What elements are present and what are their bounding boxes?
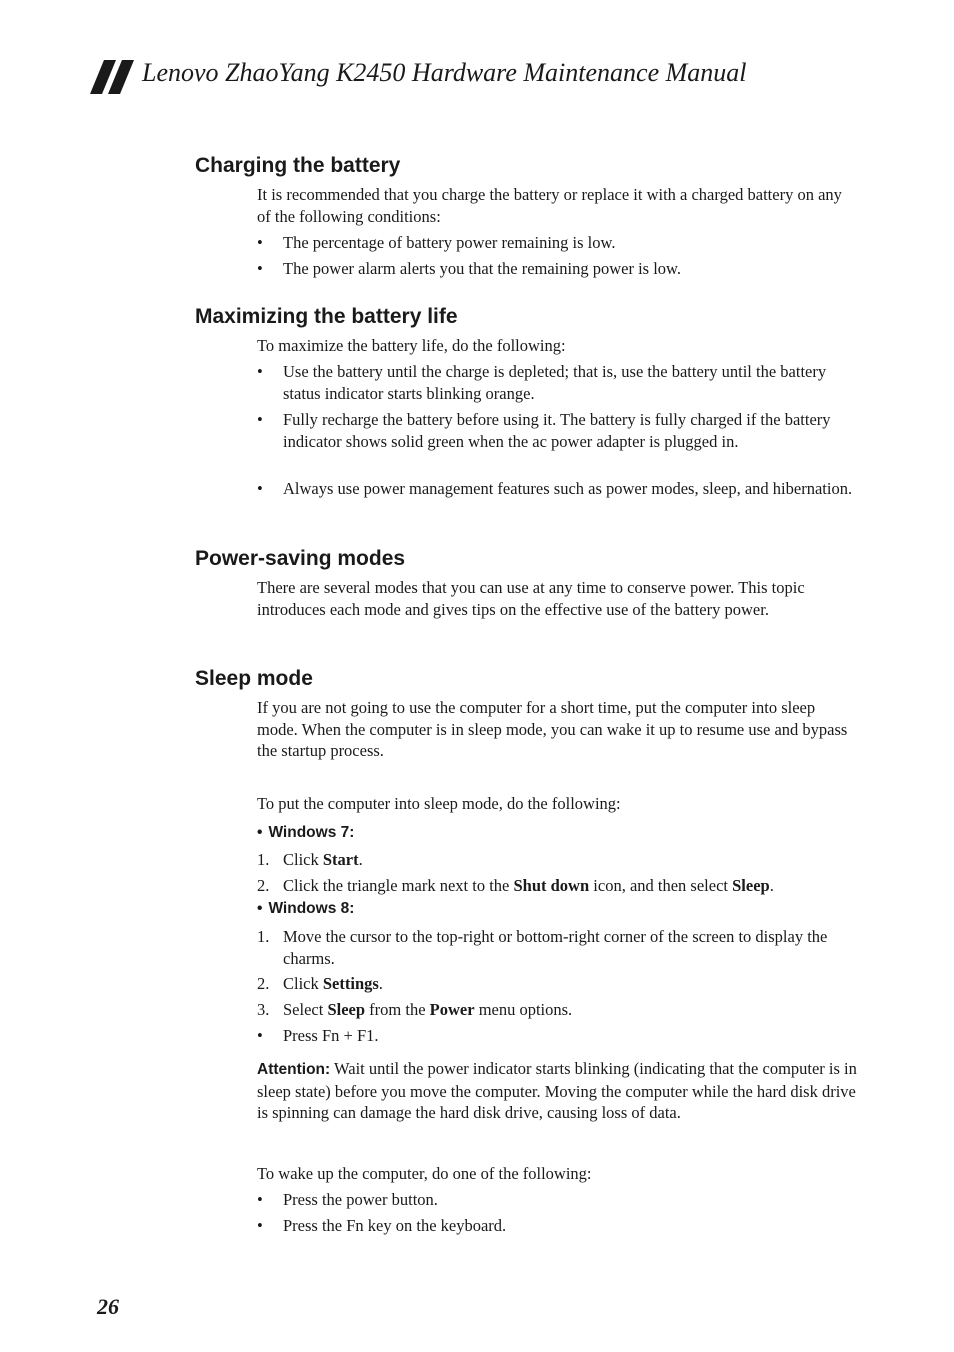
wake-intro: To wake up the computer, do one of the following:	[257, 1164, 592, 1183]
bullet-icon: •	[257, 1190, 263, 1209]
step-number: 2.	[257, 974, 270, 993]
list-item-text: Press the power button.	[283, 1190, 438, 1209]
step-item	[257, 849, 857, 871]
step-number: 1.	[257, 850, 270, 869]
page-number: 26	[97, 1294, 119, 1319]
step-number: 1.	[257, 927, 270, 946]
bullet-icon: •	[257, 824, 263, 841]
step-item	[257, 999, 857, 1021]
ui-term: Shut down	[513, 876, 590, 895]
step-text: Click the triangle mark next to the Shut down icon, and then select Sleep.	[283, 876, 774, 895]
charging-intro: It is recommended that you charge the battery or replace it with a charged battery on any of the following conditions:	[257, 185, 842, 226]
ui-term: Power	[429, 1000, 475, 1019]
section-heading-charging: Charging the battery	[195, 154, 401, 177]
bullet-icon: •	[257, 1216, 263, 1235]
step-text: Click Settings.	[283, 974, 383, 993]
list-item-text: Fully recharge the battery before using it. The battery is fully charged if the battery indicator shows solid green when the ac power adapter is plugged in.	[283, 410, 831, 451]
list-item	[257, 478, 857, 500]
step-text: Select Sleep from the Power menu options.	[283, 1000, 573, 1019]
header-slash-mark	[90, 60, 136, 94]
bullet-icon: •	[257, 259, 263, 278]
sleep-intro: If you are not going to use the computer for a short time, put the computer into sleep mode. When the computer is in sleep mode, you can wake it up to resume use and bypass the startup process.	[257, 698, 848, 761]
section-heading-maximizing: Maximizing the battery life	[195, 305, 458, 328]
bullet-icon: •	[257, 479, 263, 498]
list-item-text: Use the battery until the charge is depleted; that is, use the battery until the battery status indicator starts blinking orange.	[283, 362, 827, 403]
ui-term: Settings	[322, 974, 379, 993]
windows7-subheading	[257, 824, 354, 842]
ui-term: Sleep	[327, 1000, 366, 1019]
section-heading-sleep: Sleep mode	[195, 667, 313, 690]
list-item-text: Always use power management features such as power modes, sleep, and hibernation.	[283, 479, 853, 498]
bullet-icon: •	[257, 362, 263, 381]
bullet-icon: •	[257, 410, 263, 429]
list-item	[257, 232, 857, 254]
list-item-text: The percentage of battery power remaining is low.	[283, 233, 616, 252]
ui-term: Start	[322, 850, 359, 869]
attention-note	[257, 1058, 857, 1124]
step-number: 2.	[257, 876, 270, 895]
step-item	[257, 926, 857, 969]
section-heading-power-saving: Power-saving modes	[195, 547, 406, 570]
step-number: 3.	[257, 1000, 270, 1019]
bullet-icon: •	[257, 1026, 263, 1045]
power-saving-intro: There are several modes that you can use at any time to conserve power. This topic introduces each mode and gives tips on the effective use of the battery power.	[257, 578, 805, 619]
ui-term: Sleep	[732, 876, 770, 895]
header-title: Lenovo ZhaoYang K2450 Hardware Maintenance Manual	[142, 58, 747, 87]
list-item	[257, 1025, 857, 1047]
step-item	[257, 973, 857, 995]
sleep-instructions-intro: To put the computer into sleep mode, do the following:	[257, 794, 621, 813]
attention-label: Attention:	[257, 1061, 331, 1078]
list-item	[257, 409, 857, 452]
list-item	[257, 258, 857, 280]
step-text: Click Start.	[283, 850, 363, 869]
list-item-text: The power alarm alerts you that the remaining power is low.	[283, 259, 682, 278]
list-item-text: Press Fn + F1.	[283, 1026, 379, 1045]
list-item	[257, 1215, 857, 1237]
attention-text: Wait until the power indicator starts blinking (indicating that the computer is in sleep state) before you move the computer. Moving the computer while the hard disk drive is spinning can damage the hard disk drive, causing loss of data.	[257, 1059, 857, 1123]
windows7-label: Windows 7:	[268, 824, 355, 841]
step-text: Move the cursor to the top-right or bottom-right corner of the screen to display the charms.	[283, 927, 828, 968]
bullet-icon: •	[257, 900, 263, 917]
list-item	[257, 361, 857, 404]
list-item-text: Press the Fn key on the keyboard.	[283, 1216, 507, 1235]
windows8-label: Windows 8:	[268, 900, 355, 917]
windows8-subheading	[257, 900, 354, 918]
bullet-icon: •	[257, 233, 263, 252]
step-item	[257, 875, 857, 897]
list-item	[257, 1189, 857, 1211]
maximizing-intro: To maximize the battery life, do the following:	[257, 336, 566, 355]
